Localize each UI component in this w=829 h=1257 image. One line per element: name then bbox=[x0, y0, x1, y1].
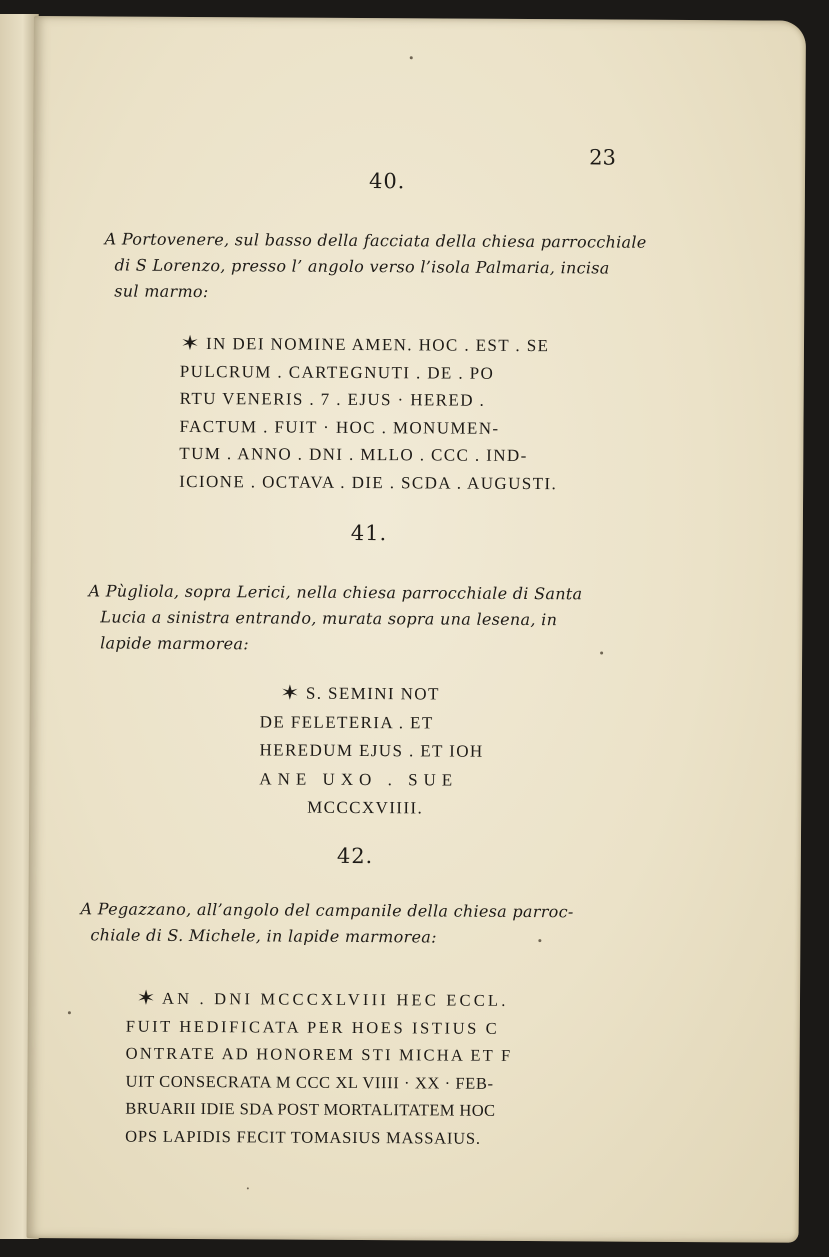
inscription-line: DE FELETERIA . ET bbox=[259, 711, 434, 732]
inscription-text: S. SEMINI NOT bbox=[305, 683, 440, 704]
page-number: 23 bbox=[589, 145, 616, 170]
entry-42-inscription bbox=[125, 985, 513, 1152]
inscription-line: PULCRUM . CARTEGNUTI . DE . PO bbox=[179, 361, 495, 383]
inscription-line: OPS LAPIDIS FECIT TOMASIUS MASSAIUS. bbox=[125, 1126, 481, 1148]
paper-specks bbox=[34, 16, 806, 21]
intro-line: sul marmo: bbox=[114, 281, 209, 302]
inscription-line: ICIONE . OCTAVA . DIE . SCDA . AUGUSTI. bbox=[179, 471, 558, 493]
inscription-line bbox=[180, 330, 558, 360]
cross-pattee-icon bbox=[136, 989, 156, 1006]
inscription-line: ANE UXO . SUE bbox=[259, 768, 459, 790]
intro-line: chiale di S. Michele, in lapide marmorea: bbox=[90, 925, 437, 947]
cross-pattee-icon bbox=[280, 684, 300, 701]
inscription-text: AN . DNI MCCCXLVIII HEC ECCL. bbox=[161, 988, 509, 1010]
inscription-line bbox=[126, 985, 513, 1015]
intro-line: lapide marmorea: bbox=[100, 633, 250, 654]
entry-41-number: 41. bbox=[350, 520, 388, 546]
inscription-line: BRUARII IDIE SDA POST MORTALITATEM HOC bbox=[125, 1098, 496, 1120]
inscription-line: FUIT HEDIFICATA PER HOES ISTIUS C bbox=[125, 1016, 500, 1038]
inscription-line: TUM . ANNO . DNI . MLLO . CCC . IND- bbox=[179, 443, 528, 466]
inscription-line bbox=[260, 679, 484, 709]
inscription-line: MCCCXVIIII. bbox=[307, 797, 424, 818]
inscription-line: FACTUM . FUIT · HOC . MONUMEN- bbox=[179, 416, 500, 438]
inscription-line: ONTRATE AD HONOREM STI MICHA ET F bbox=[125, 1043, 513, 1065]
intro-line: di S Lorenzo, presso l’ angolo verso l’isola Palmaria, incisa bbox=[114, 255, 610, 278]
inscription-line: RTU VENERIS . 7 . EJUS · HERED . bbox=[179, 388, 486, 410]
entry-40-intro bbox=[104, 226, 646, 307]
book-page bbox=[27, 16, 806, 1243]
intro-line: A Pegazzano, all’angolo del campanile della chiesa parroc- bbox=[80, 899, 574, 922]
intro-line: A Portovenere, sul basso della facciata della chiesa parrocchiale bbox=[104, 229, 647, 252]
entry-41-inscription bbox=[259, 679, 484, 823]
entry-40-number: 40. bbox=[368, 169, 406, 194]
inscription-text: IN DEI NOMINE AMEN. HOC . EST . SE bbox=[205, 334, 550, 356]
entry-40-inscription bbox=[179, 330, 558, 497]
intro-line: A Pùgliola, sopra Lerici, nella chiesa parrocchiale di Santa bbox=[88, 581, 583, 604]
cross-pattee-icon bbox=[180, 334, 200, 351]
entry-42-number: 42. bbox=[336, 843, 374, 869]
inscription-line: HEREDUM EJUS . ET IOH bbox=[259, 740, 484, 761]
intro-line: Lucia a sinistra entrando, murata sopra una lesena, in bbox=[100, 607, 558, 630]
inscription-line: UIT CONSECRATA M CCC XL VIIII · XX · FEB- bbox=[125, 1071, 494, 1093]
entry-41-intro bbox=[88, 578, 582, 659]
entry-42-intro bbox=[80, 896, 573, 951]
